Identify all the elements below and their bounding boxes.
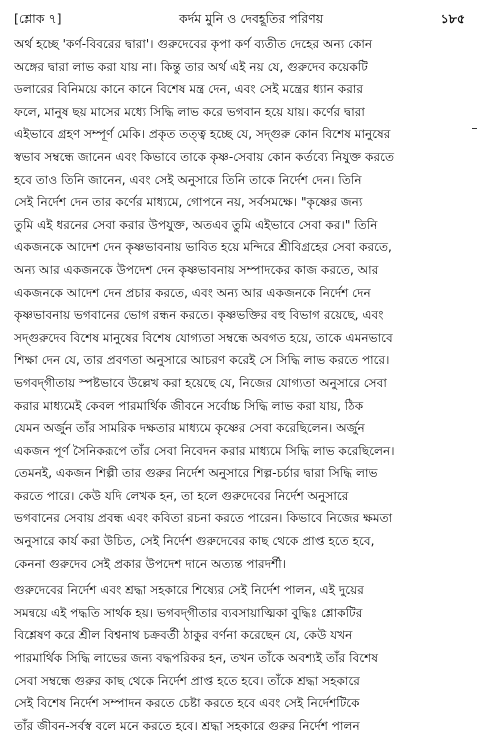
text-line: করতে পারে। কেউ যদি লেখক হন, তা হলে গুরুদেবের নির্দেশ অনুসারে — [14, 488, 349, 503]
text-line: সেই বিশেষ নির্দেশ সম্পাদন করতে চেষ্টা করতে হবে এবং সেই নির্দেশটিকে — [14, 696, 360, 711]
text-line: কেননা গুরুদেব সেই প্রকার উপদেশ দানে অত্যন্ত পারদর্শী। — [14, 556, 286, 571]
page-number: ১৮৫ — [440, 11, 465, 26]
text-line: বিশ্লেষণ করে শ্রীল বিশ্বনাথ চক্রবর্তী ঠাকুর বর্ণনা করেছেন যে, কেউ যখন — [14, 628, 353, 643]
paragraph-2 — [14, 579, 465, 737]
text-line: অনুসারে কার্য করা উচিত, সেই নির্দেশ গুরুদেবের কাছ থেকে প্রাপ্ত হতে হবে, — [14, 534, 375, 549]
text-line: যেমন অর্জুন তাঁর সামরিক দক্ষতার মাধ্যমে কৃষ্ণের সেবা করেছিলেন। অর্জুন — [14, 421, 365, 436]
text-line: একজন পূর্ণ সৈনিকরূপে তাঁর সেবা নিবেদন করার মাধ্যমে সিদ্ধি লাভ করেছিলেন। — [14, 443, 395, 458]
text-line: ফলে, মানুষ ছয় মাসের মধ্যে সিদ্ধি লাভ করে ভগবান হয়ে যায়। কর্ণের দ্বারা — [14, 104, 365, 119]
text-line: ভগবানের সেবায় প্রবন্ধ এবং কবিতা রচনা করতে পারেন। কিভাবে নিজের ক্ষমতা — [14, 511, 393, 526]
margin-tick-mark — [472, 128, 477, 129]
text-line: স্বভাব সম্বন্ধে জানেন এবং কিভাবে তাকে কৃষ্ণ-সেবায় কোন কর্তব্যে নিযুক্ত করতে — [14, 149, 395, 164]
page-body — [14, 33, 465, 737]
text-line: শিক্ষা দেন যে, তার প্রবণতা অনুসারে আচরণ করেই সে সিদ্ধি লাভ করতে পারে। — [14, 353, 390, 368]
text-line: একজনকে আদেশ দেন কৃষ্ণভাবনায় ভাবিত হয়ে মন্দিরে শ্রীবিগ্রহের সেবা করতে, — [14, 240, 392, 255]
text-line: হবে তাও তিনি জানেন, এবং সেই অনুসারে তিনি তাকে নির্দেশ দেন। তিনি — [14, 172, 362, 187]
text-line: কৃষ্ণভাবনায় ভগবানের ভোগ রন্ধন করতে। কৃষ্ণভক্তির বহু বিভাগ রয়েছে, এবং — [14, 308, 384, 323]
text-line: তাঁর জীবন-সর্বস্ব বলে মনে করতে হবে। শ্রদ্ধা সহকারে গুরুর নির্দেশ পালন — [14, 718, 360, 733]
text-line: একজনকে আদেশ দেন প্রচার করতে, এবং অন্য আর একজনকে নির্দেশ দেন — [14, 285, 371, 300]
page-header — [14, 10, 465, 27]
text-line: ডলারের বিনিময়ে কানে কানে বিশেষ মন্ত্র দেন, এবং সেই মন্ত্রের ধ্যান করার — [14, 82, 364, 97]
text-line: সমন্বয়ে এই পদ্ধতি সার্থক হয়। ভগবদ্‌গীতার ব্যবসায়াত্মিকা বুদ্ধিঃ শ্লোকটির — [14, 605, 363, 620]
text-line: পারমার্থিক সিদ্ধি লাভের জন্য বদ্ধপরিকর হন, তখন তাঁকে অবশ্যই তাঁর বিশেষ — [14, 651, 379, 666]
verse-label: [শ্লোক ৭] — [14, 11, 62, 26]
text-line: ভগবদ্‌গীতায় স্পষ্টভাবে উল্লেখ করা হয়েছে যে, নিজের যোগ্যতা অনুসারে সেবা — [14, 375, 387, 390]
text-line: এইভাবে গ্রহণ সম্পূর্ণ মেকি। প্রকৃত তত্ত্ব হচ্ছে যে, সদ্‌গুরু কোন বিশেষ মানুষের — [14, 127, 391, 142]
text-line: অন্য আর একজনকে উপদেশ দেন কৃষ্ণভাবনায় সম্পাদকের কাজ করতে, আর — [14, 262, 379, 277]
text-line: করার মাধ্যমেই কেবল পারমার্থিক জীবনে সর্বোচ্চ সিদ্ধি লাভ করা যায়, ঠিক — [14, 398, 364, 413]
text-line: অর্থ হচ্ছে 'কর্ণ-বিবরের দ্বারা'। গুরুদেবের কৃপা কর্ণ ব্যতীত দেহের অন্য কোন — [14, 37, 373, 51]
paragraph-1 — [14, 33, 465, 575]
chapter-title: কর্দম মুনি ও দেবহূতির পরিণয় — [178, 11, 324, 26]
text-line: সদ্‌গুরুদেব বিশেষ মানুষের বিশেষ যোগ্যতা সম্বন্ধে অবগত হয়ে, তাকে এমনভাবে — [14, 330, 393, 345]
text-line: সেবা সম্বন্ধে গুরুর কাছ থেকে নির্দেশ প্রাপ্ত হতে হবে। তাঁকে শ্রদ্ধা সহকারে — [14, 673, 360, 688]
text-line: গুরুদেবের নির্দেশ এবং শ্রদ্ধা সহকারে শিষ্যের সেই নির্দেশ পালন, এই দুয়ের — [14, 583, 364, 598]
text-line: তেমনই, একজন শিল্পী তার গুরুর নির্দেশ অনুসারে শিল্প-চর্চার দ্বারা সিদ্ধি লাভ — [14, 466, 378, 481]
text-line: সেই নির্দেশ দেন তার কর্ণের মাধ্যমে, গোপনে নয়, সর্বসমক্ষে। "কৃষ্ণের জন্য — [14, 195, 363, 210]
text-line: তুমি এই ধরনের সেবা করার উপযুক্ত, অতএব তুমি এইভাবে সেবা কর।" তিনি — [14, 217, 378, 232]
text-line: অঙ্গের দ্বারা লাভ করা যায় না। কিন্তু তার অর্থ এই নয় যে, গুরুদেব কয়েকটি — [14, 59, 368, 74]
